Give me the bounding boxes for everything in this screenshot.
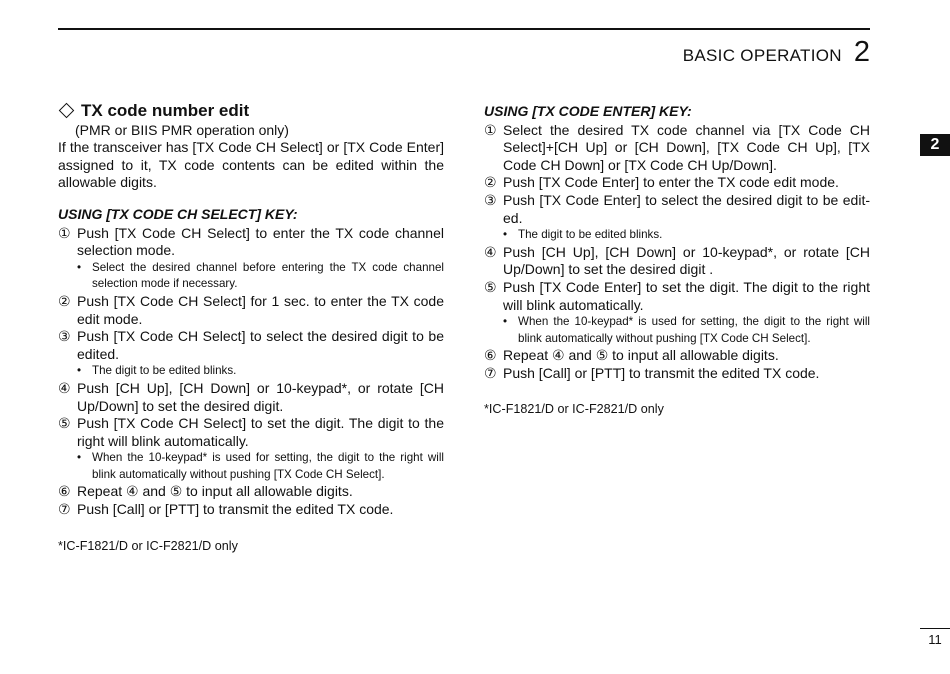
step-item <box>484 122 870 175</box>
step-text: Push [TX Code CH Select] to select the desired digit to be edited. <box>77 328 444 362</box>
step-text: Repeat ④ and ⑤ to input all allowable digits. <box>77 483 353 500</box>
footnote: *IC-F1821/D or IC-F2821/D only <box>484 401 664 416</box>
step-note-text: Select the desired channel before entering the TX code channel selection mode if necessary. <box>92 260 444 291</box>
step-item <box>58 380 444 415</box>
step-item <box>58 328 444 363</box>
step-text: Push [TX Code CH Select] for 1 sec. to enter the TX code edit mode. <box>77 292 444 327</box>
footnote: *IC-F1821/D or IC-F2821/D only <box>58 538 238 553</box>
procedure-heading: USING [TX CODE CH SELECT] KEY: <box>58 205 298 222</box>
step-item <box>484 174 870 192</box>
step-marker: ① <box>58 224 71 241</box>
section-heading <box>58 102 444 120</box>
step-marker: ⑤ <box>58 415 71 432</box>
section-title: BASIC OPERATION <box>682 46 842 65</box>
step-text: Push [CH Up], [CH Down] or 10-keypad*, or rotate [CH Up/Down] to set the desired digit . <box>503 243 870 278</box>
left-column <box>58 102 444 555</box>
step-marker: ⑦ <box>484 364 497 381</box>
page-header <box>683 36 870 69</box>
bullet-icon: • <box>77 451 82 465</box>
chapter-tab: 2 <box>920 134 950 156</box>
page-number: 11 <box>928 632 942 647</box>
bullet-icon: • <box>503 315 508 329</box>
step-text: Repeat ④ and ⑤ to input all allowable digits. <box>503 347 779 364</box>
step-marker: ⑤ <box>484 278 497 295</box>
step-item <box>58 501 444 519</box>
step-text: Push [TX Code Enter] to select the desired digit to be edit-ed. <box>503 191 870 226</box>
step-item <box>58 415 444 450</box>
step-marker: ① <box>484 121 497 138</box>
step-text: Select the desired TX code channel via [TX Code CH Select]+[CH Up] or [CH Down], [TX Code CH Up], [TX Code CH Down] or [TX Code CH Up/Down]. <box>503 121 870 173</box>
step-note <box>484 227 870 244</box>
step-text: Push [CH Up], [CH Down] or 10-keypad*, or rotate [CH Up/Down] to set the desired digit. <box>77 379 444 414</box>
step-note <box>58 450 444 483</box>
step-text: Push [TX Code CH Select] to enter the TX code channel selection mode. <box>77 224 444 259</box>
section-heading-text: TX code number edit <box>81 101 250 120</box>
step-item <box>58 293 444 328</box>
step-marker: ③ <box>484 191 497 208</box>
step-item <box>484 365 870 383</box>
step-note-text: When the 10-keypad* is used for setting, the digit to the right will blink automatically without pushing [TX Code CH Select]. <box>92 451 444 481</box>
chapter-number: 2 <box>853 36 870 68</box>
step-text: Push [TX Code Enter] to set the digit. The digit to the right will blink automatically. <box>503 278 870 313</box>
step-note-text: When the 10-keypad* is used for setting, the digit to the right will blink automatically without pushing [TX Code CH Select]. <box>518 315 870 345</box>
step-marker: ⑦ <box>58 501 71 518</box>
step-item <box>484 279 870 314</box>
section-subtitle: (PMR or BIIS PMR operation only) <box>75 121 289 138</box>
header-rule <box>58 28 870 30</box>
bullet-icon: • <box>503 228 508 242</box>
step-note <box>58 260 444 293</box>
step-marker: ⑥ <box>484 347 497 364</box>
intro-paragraph: If the transceiver has [TX Code CH Select] or [TX Code Enter] assigned to it, TX code contents can be edited within the allowable digits. <box>58 139 444 191</box>
footer-rule <box>920 628 950 629</box>
bullet-icon: • <box>77 364 82 378</box>
step-marker: ④ <box>58 379 71 396</box>
step-marker: ② <box>484 174 497 191</box>
right-column <box>484 103 870 418</box>
step-marker: ② <box>58 292 71 309</box>
step-marker: ⑥ <box>58 483 71 500</box>
step-item <box>58 483 444 501</box>
step-text: Push [TX Code Enter] to enter the TX code edit mode. <box>503 174 839 191</box>
step-marker: ③ <box>58 328 71 345</box>
step-note-text: The digit to be edited blinks. <box>518 228 663 242</box>
step-text: Push [TX Code CH Select] to set the digit. The digit to the right will blink automatically. <box>77 415 444 449</box>
step-item <box>484 244 870 279</box>
step-marker: ④ <box>484 243 497 260</box>
step-note-text: The digit to be edited blinks. <box>92 364 237 378</box>
step-note <box>484 314 870 347</box>
step-item <box>58 225 444 260</box>
step-text: Push [Call] or [PTT] to transmit the edited TX code. <box>77 501 394 518</box>
diamond-icon <box>59 103 75 119</box>
step-item <box>484 192 870 227</box>
procedure-heading: USING [TX CODE ENTER] KEY: <box>484 103 692 119</box>
step-item <box>484 347 870 365</box>
step-note <box>58 363 444 380</box>
step-text: Push [Call] or [PTT] to transmit the edited TX code. <box>503 364 820 381</box>
bullet-icon: • <box>77 260 82 274</box>
